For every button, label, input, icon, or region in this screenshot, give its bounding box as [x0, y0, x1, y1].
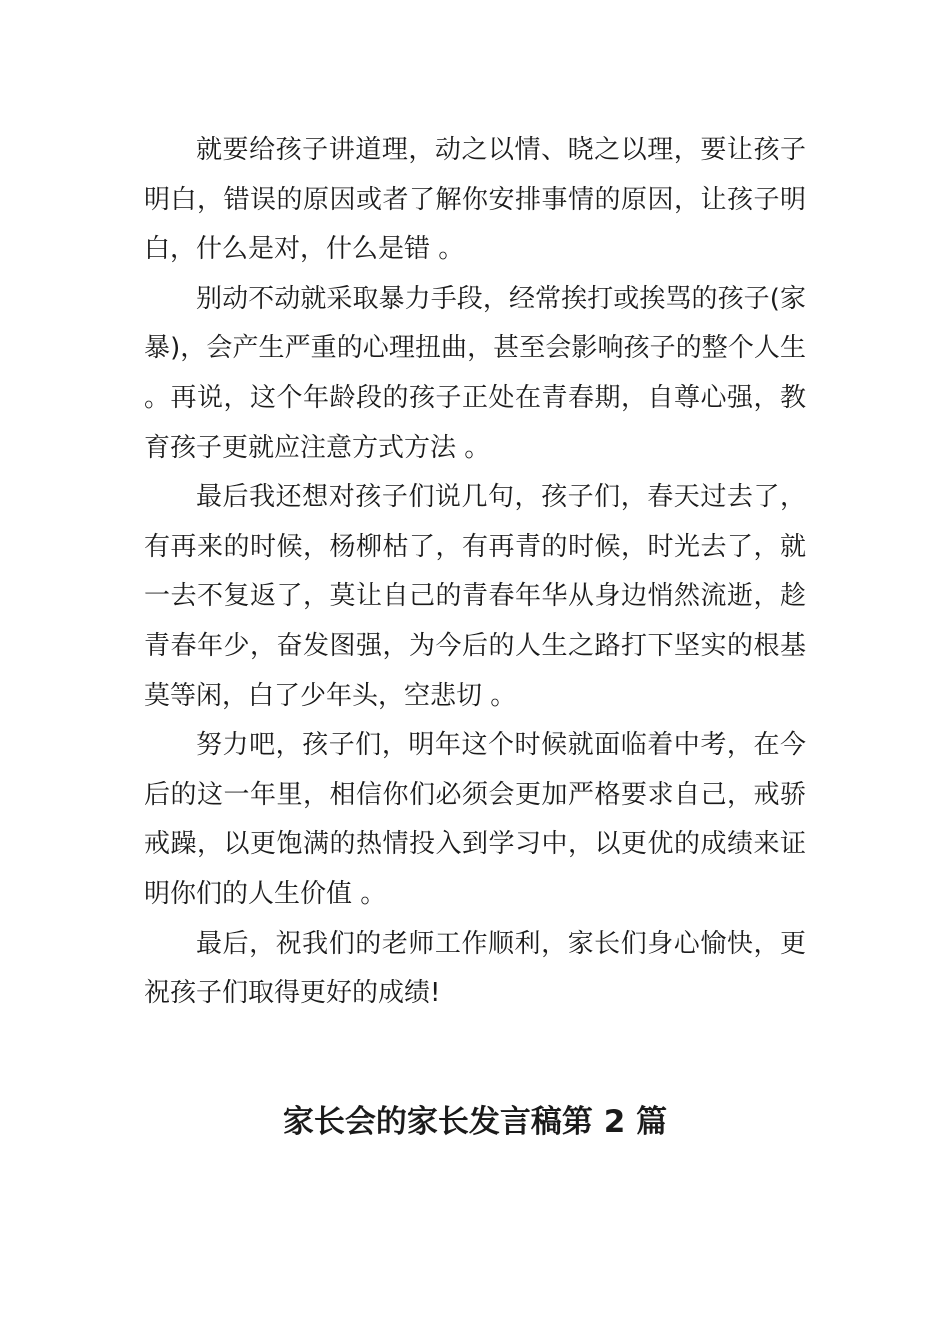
section-heading: 家长会的家长发言稿第 2 篇: [282, 1104, 668, 1140]
paragraph-2: 别动不动就采取暴力手段，经常挨打或挨骂的孩子(家暴)，会产生严重的心理扭曲，甚至会影响孩子的整个人生 。再说，这个年龄段的孩子正处在青春期，自尊心强，教育孩子更就应注意方式方法 。: [144, 283, 806, 463]
paragraph-1: 就要给孩子讲道理，动之以情、晓之以理，要让孩子明白，错误的原因或者了解你安排事情的原因，让孩子明白，什么是对，什么是错 。: [144, 135, 806, 265]
body-text: [144, 126, 806, 1019]
paragraph-4: 努力吧，孩子们，明年这个时候就面临着中考，在今后的这一年里，相信你们必须会更加严格要求自己，戒骄戒躁，以更饱满的热情投入到学习中，以更优的成绩来证明你们的人生价值 。: [144, 730, 806, 909]
paragraph-3: 最后我还想对孩子们说几句，孩子们，春天过去了，有再来的时候，杨柳枯了，有再青的时候，时光去了，就一去不复返了，莫让自己的青春年华从身边悄然流逝，趁青春年少，奋发图强，为今后的人生之路打下坚实的根基莫等闲，白了少年头，空悲切 。: [144, 482, 806, 711]
paragraph-5: 最后，祝我们的老师工作顺利，家长们身心愉快，更祝孩子们取得更好的成绩!: [144, 928, 806, 1009]
